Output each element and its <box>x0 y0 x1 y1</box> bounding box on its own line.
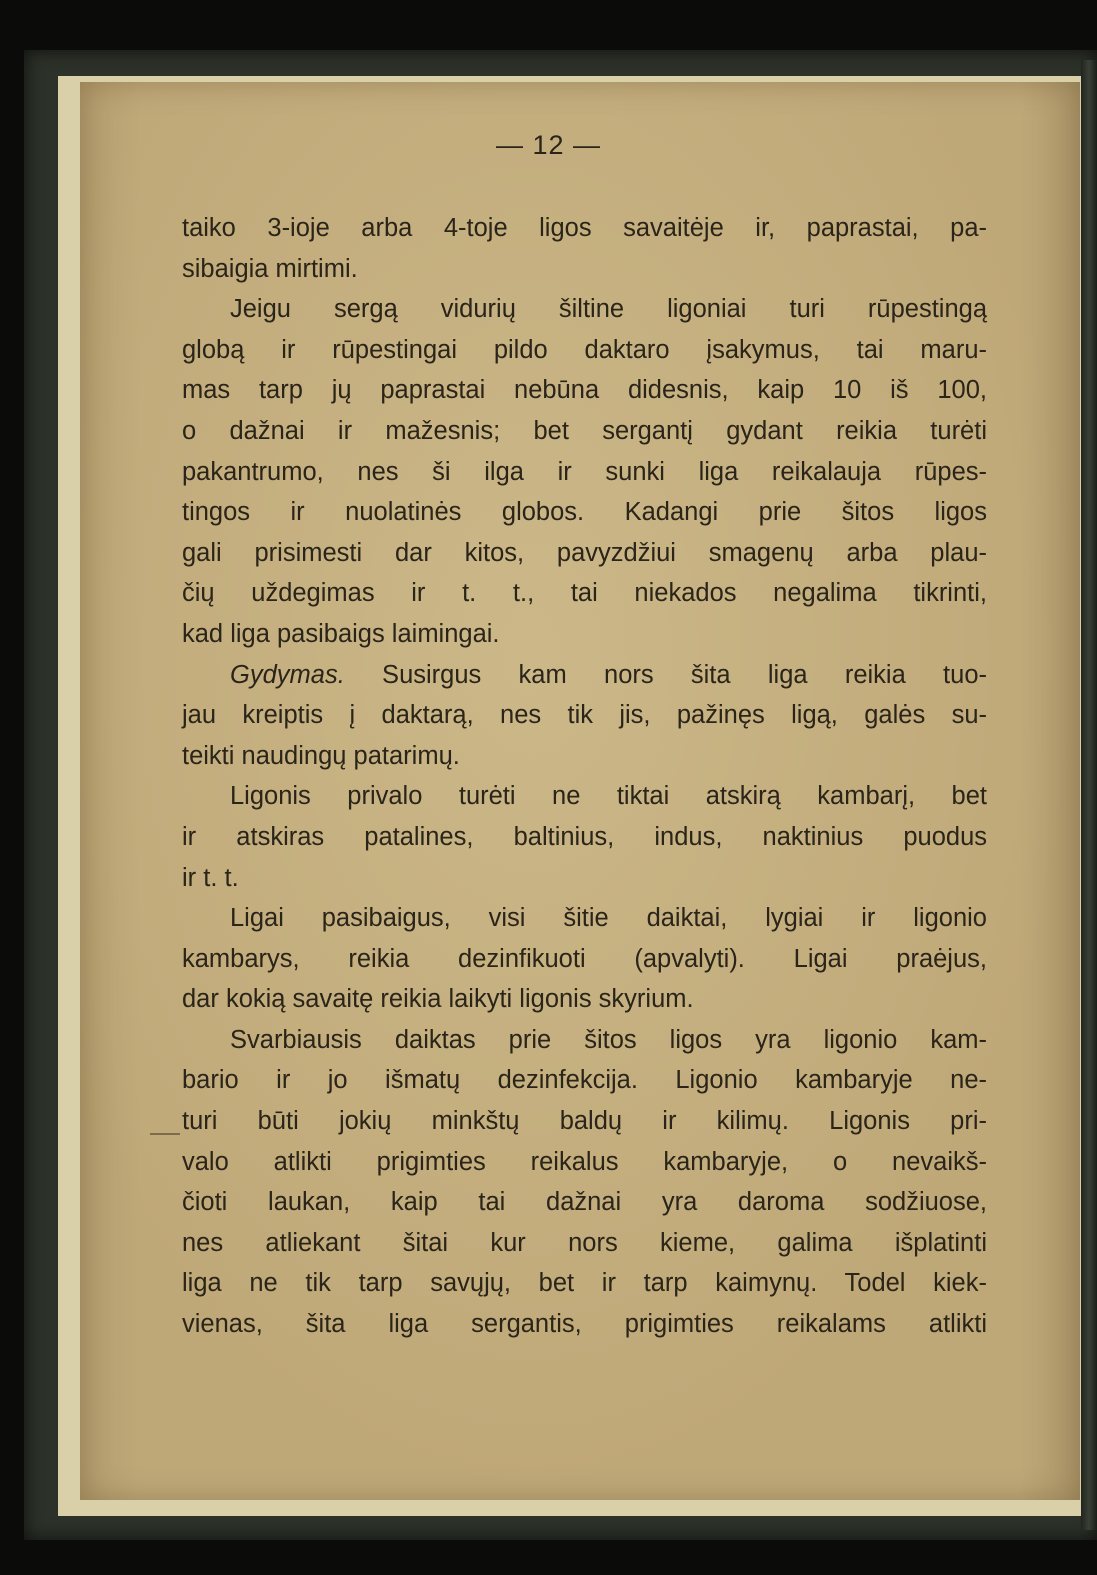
text-line <box>182 979 987 1020</box>
line-text: teikti naudingų patarimų. <box>182 741 460 770</box>
text-line <box>182 1223 987 1264</box>
text-line <box>182 858 987 899</box>
text-line <box>182 1101 987 1142</box>
text-line <box>182 1060 987 1101</box>
text-line <box>182 1263 987 1304</box>
text-line <box>182 1142 987 1183</box>
text-line <box>182 614 987 655</box>
line-text: taiko 3-ioje arba 4-toje ligos savaitėje ir, paprastai, pa- <box>182 214 987 242</box>
line-text: dar kokią savaitę reikia laikyti ligonis skyrium. <box>182 985 694 1014</box>
line-text: mas tarp jų paprastai nebūna didesnis, kaip 10 iš 100, <box>182 376 987 405</box>
text-line <box>182 1182 987 1223</box>
text-line <box>182 533 987 574</box>
line-text: o dažnai ir mažesnis; bet sergantį gydant reikia turėti <box>182 416 987 445</box>
text-line <box>182 695 987 736</box>
text-line <box>182 370 987 411</box>
line-text: jau kreiptis į daktarą, nes tik jis, pažinęs ligą, galės su- <box>182 701 987 730</box>
text-line <box>182 573 987 614</box>
line-text: čioti laukan, kaip tai dažnai yra daroma sodžiuose, <box>182 1188 987 1217</box>
line-text: nes atliekant šitai kur nors kieme, galima išplatinti <box>182 1228 987 1257</box>
line-text: Svarbiausis daiktas prie šitos ligos yra ligonio kam- <box>230 1025 987 1054</box>
line-text: Jeigu sergą vidurių šiltine ligoniai turi rūpestingą <box>230 295 987 324</box>
line-text: Susirgus kam nors šita liga reikia tuo- <box>344 660 987 689</box>
text-line <box>182 492 987 533</box>
text-line <box>182 655 987 696</box>
page-number: — 12 — <box>495 130 602 160</box>
line-text: pakantrumo, nes ši ilga ir sunki liga reikalauja rūpes- <box>182 457 987 486</box>
line-text: globą ir rūpestingai pildo daktaro įsakymus, tai maru- <box>182 335 987 364</box>
text-line <box>182 452 987 493</box>
line-text: Ligai pasibaigus, visi šitie daiktai, lygiai ir ligonio <box>230 904 987 933</box>
line-text: kambarys, reikia dezinfikuoti (apvalyti). Ligai praėjus, <box>182 944 987 973</box>
line-text: valo atlikti prigimties reikalus kambaryje, o nevaikš- <box>182 1147 987 1176</box>
text-line <box>182 1304 987 1345</box>
line-text: Ligonis privalo turėti ne tiktai atskirą kambarį, bet <box>230 782 987 811</box>
text-line <box>182 939 987 980</box>
line-text: ir atskiras patalines, baltinius, indus, naktinius puodus <box>182 822 987 851</box>
line-text: kad liga pasibaigs laimingai. <box>182 619 500 648</box>
text-line <box>182 289 987 330</box>
text-line <box>182 898 987 939</box>
text-line <box>182 817 987 858</box>
line-text: tingos ir nuolatinės globos. Kadangi prie šitos ligos <box>182 498 987 527</box>
text-line <box>182 411 987 452</box>
body-text <box>182 208 987 1345</box>
line-text: vienas, šita liga sergantis, prigimties reikalams atlikti <box>182 1310 987 1339</box>
book-spine <box>1081 60 1097 1530</box>
text-line <box>182 208 987 249</box>
line-text: bario ir jo išmatų dezinfekcija. Ligonio kambaryje ne- <box>182 1066 987 1095</box>
line-text: čių uždegimas ir t. t., tai niekados negalima tikrinti, <box>182 579 987 608</box>
section-heading: Gydymas. <box>230 660 345 689</box>
text-line <box>182 736 987 777</box>
text-line <box>182 776 987 817</box>
margin-mark <box>150 1133 180 1135</box>
text-line <box>182 1020 987 1061</box>
line-text: ir t. t. <box>182 863 239 892</box>
line-text: sibaigia mirtimi. <box>182 254 358 283</box>
line-text: turi būti jokių minkštų baldų ir kilimų. Ligonis pri- <box>182 1107 987 1136</box>
text-line <box>182 249 987 290</box>
line-text: liga ne tik tarp savųjų, bet ir tarp kaimynų. Todel kiek- <box>182 1269 987 1298</box>
line-text: gali prisimesti dar kitos, pavyzdžiui smagenų arba plau- <box>182 538 987 567</box>
text-line <box>182 330 987 371</box>
